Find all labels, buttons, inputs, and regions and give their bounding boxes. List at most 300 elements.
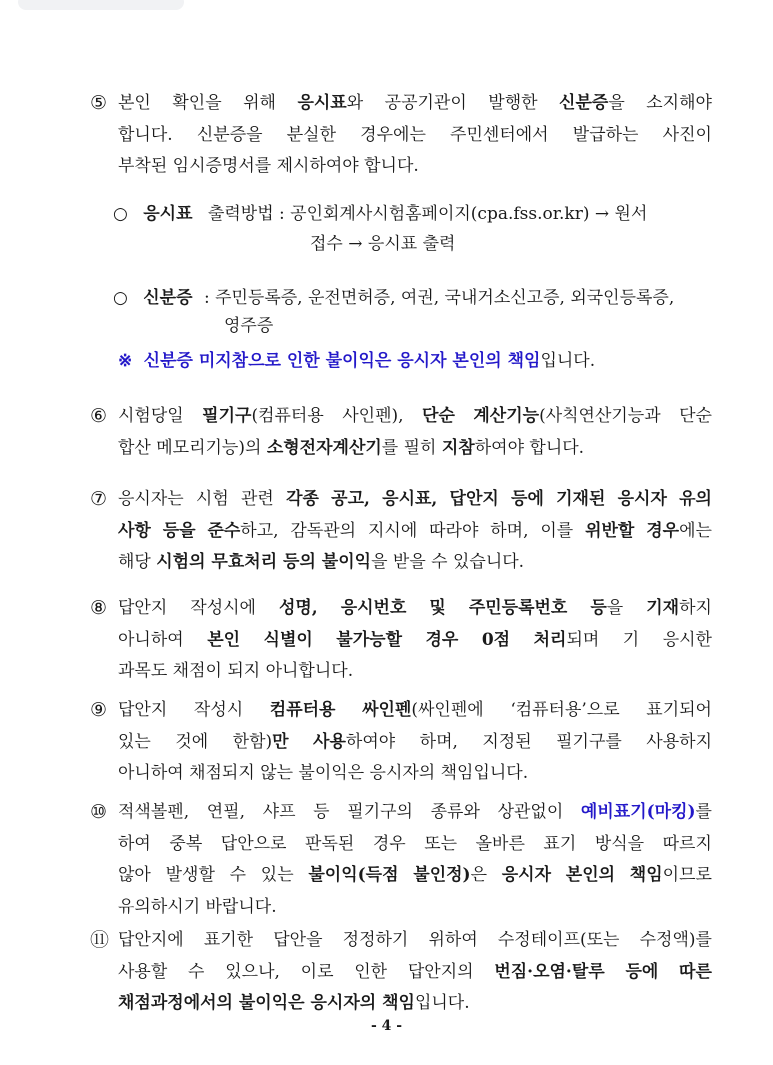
- word: [429, 593, 445, 623]
- word: [543, 829, 576, 859]
- word: [261, 860, 294, 890]
- body-text: 본인: [118, 93, 151, 113]
- word: [360, 120, 426, 150]
- body-text: 관련: [241, 489, 274, 509]
- item-line: [118, 88, 712, 118]
- item-number: ⑥: [90, 405, 108, 427]
- ticket-label: 응시표: [143, 204, 193, 224]
- word: [290, 516, 356, 546]
- body-text: 기: [622, 629, 640, 650]
- emphasis-text: 및: [429, 598, 446, 618]
- word: [450, 120, 549, 150]
- body-text: 되며: [566, 629, 600, 650]
- word: [679, 484, 712, 514]
- body-text: 작성시: [193, 700, 244, 720]
- word: [585, 516, 634, 546]
- item-number: ⑩: [90, 801, 108, 823]
- body-text: 등: [313, 802, 330, 822]
- body-text: 따르지: [662, 833, 712, 854]
- word: [233, 727, 289, 757]
- body-text: 답안으로: [220, 833, 287, 854]
- body-text: 경우: [372, 833, 406, 854]
- word: [510, 695, 619, 725]
- word: [118, 120, 173, 150]
- word: [190, 593, 256, 623]
- note-emphasis: 신분증 미지참으로 인한 불이익은 응시자 본인의 책임: [143, 351, 541, 371]
- item-line: [118, 727, 712, 757]
- word: [385, 88, 467, 118]
- body-text: 경우에는: [360, 124, 426, 145]
- body-text: 하고,: [240, 520, 279, 541]
- word: [556, 484, 605, 514]
- word: [450, 484, 499, 514]
- body-text: (싸인펜에: [411, 700, 484, 720]
- word: [118, 625, 184, 655]
- word: [207, 797, 245, 827]
- word: [118, 484, 184, 514]
- emphasis-text: 본인의: [565, 865, 616, 885]
- id-text: : 주민등록증, 운전면허증, 여권, 국내거소신고증, 외국인등록증,: [203, 288, 675, 308]
- body-text: 해당: [118, 552, 157, 572]
- word: [270, 695, 336, 725]
- body-text: (사칙연산기능과: [539, 406, 661, 426]
- item-number: ⑨: [90, 699, 108, 721]
- word: [362, 695, 484, 725]
- body-text: 정정하기: [342, 930, 409, 950]
- emphasis-text: 응시표,: [382, 489, 438, 509]
- word: [118, 88, 151, 118]
- body-text: 공공기관이: [384, 93, 467, 113]
- word: [482, 625, 510, 655]
- emphasis-text: 위반할: [585, 520, 635, 541]
- word: [663, 120, 712, 150]
- body-text: 사인펜),: [342, 406, 404, 426]
- emphasis-text: 식별이: [263, 629, 313, 650]
- body-text: 부착된 임시증명서를 제시하여야 합니다.: [118, 156, 419, 176]
- word: [342, 401, 403, 431]
- item-line: [118, 625, 712, 655]
- body-text: 하지: [679, 598, 712, 618]
- body-text: 하여야 합니다.: [474, 437, 585, 458]
- item-line: [118, 593, 712, 623]
- body-text: 상관없이: [497, 802, 564, 822]
- emphasis-text: 답안지: [449, 489, 499, 509]
- body-text: 지시에: [367, 520, 418, 541]
- body-text: 올바른: [475, 833, 525, 854]
- body-text: 한함): [232, 731, 273, 752]
- body-text: 입니다.: [414, 993, 470, 1013]
- body-text: 하며,: [490, 520, 529, 541]
- word: [428, 925, 477, 955]
- emphasis-text: 응시자: [501, 865, 552, 885]
- word: [118, 829, 151, 859]
- emphasis-text: 0점: [481, 629, 511, 650]
- body-text: 표기한: [203, 930, 254, 950]
- word: [301, 957, 334, 987]
- body-text: 하여야: [345, 731, 396, 752]
- item-line: [118, 433, 712, 463]
- emphasis-text: 주민등록번호: [468, 598, 568, 618]
- word: [476, 829, 525, 859]
- body-text: 아니하여: [118, 629, 184, 650]
- emphasis-text: 등을: [162, 520, 196, 541]
- word: [559, 88, 625, 118]
- emphasis-text: 경우: [425, 629, 459, 650]
- emphasis-text: 등에: [625, 961, 659, 982]
- word: [581, 797, 712, 827]
- word: [511, 484, 544, 514]
- word: [590, 593, 623, 623]
- word: [221, 829, 287, 859]
- word: [663, 829, 712, 859]
- emphasis-text: 각종: [286, 489, 319, 509]
- body-text: ‘컴퓨터용’으로: [510, 700, 620, 720]
- body-text: 판독된: [305, 833, 355, 854]
- emphasis-text: 유의: [679, 489, 712, 509]
- body-text: 사용할: [118, 961, 168, 982]
- body-text: 또는: [424, 833, 458, 854]
- emphasis-text: 경우: [646, 520, 680, 541]
- emphasis-text: 단순: [422, 406, 455, 426]
- body-text: 표기: [543, 833, 577, 854]
- word: [646, 516, 712, 546]
- word: [413, 860, 487, 890]
- word: [243, 88, 276, 118]
- body-text: 발급하는: [572, 124, 639, 145]
- body-text: 시험당일: [118, 406, 184, 426]
- word: [230, 860, 246, 890]
- word: [118, 593, 167, 623]
- emphasis-text: 책임: [629, 865, 663, 885]
- emphasis-text: 예비표기(마킹): [580, 802, 696, 822]
- body-text: 주민센터에서: [450, 124, 549, 145]
- item-number: ⑧: [90, 597, 108, 619]
- body-text: 사용하지: [646, 731, 712, 752]
- word: [566, 860, 615, 890]
- word: [347, 797, 413, 827]
- body-text: 수정액)를: [639, 930, 712, 950]
- emphasis-text: 따른: [679, 961, 712, 982]
- body-text: 발행한: [488, 93, 538, 113]
- word: [169, 829, 202, 859]
- item-line: [118, 151, 712, 181]
- item-line: [118, 797, 712, 827]
- emphasis-text: 필기구: [202, 406, 252, 426]
- word: [429, 516, 478, 546]
- body-text: 위해: [243, 93, 276, 113]
- word: [118, 727, 151, 757]
- word: [225, 957, 280, 987]
- body-text: 필기구를: [556, 731, 622, 752]
- body-text: 확인을: [172, 93, 222, 113]
- item-line: [118, 758, 712, 788]
- word: [425, 625, 458, 655]
- emphasis-text: 응시자: [617, 489, 667, 509]
- word: [482, 727, 531, 757]
- emphasis-text: 사항: [118, 520, 151, 541]
- word: [540, 516, 573, 546]
- word: [118, 797, 189, 827]
- body-text: 수: [229, 865, 247, 885]
- body-text: 분실한: [286, 124, 336, 145]
- body-text: 답안지: [118, 598, 168, 618]
- word: [264, 625, 313, 655]
- emphasis-text: 신분증: [559, 93, 609, 113]
- word: [118, 401, 184, 431]
- word: [646, 695, 712, 725]
- word: [408, 957, 474, 987]
- emphasis-text: 공고,: [331, 489, 370, 509]
- body-text: 이로: [300, 961, 334, 982]
- emphasis-text: 계산기능: [473, 406, 540, 426]
- word: [343, 925, 409, 955]
- word: [207, 516, 278, 546]
- body-text: 감독관의: [290, 520, 357, 541]
- body-text: 답안지: [118, 700, 168, 720]
- note-mark: ※: [118, 351, 133, 371]
- body-text: 적색볼펜,: [118, 802, 190, 822]
- id-card-info: [113, 283, 674, 313]
- word: [196, 484, 229, 514]
- word: [273, 925, 322, 955]
- word: [646, 727, 712, 757]
- bullet: ○: [113, 204, 128, 224]
- word: [498, 797, 564, 827]
- emphasis-text: 소형전자계산기: [266, 437, 382, 458]
- word: [646, 88, 712, 118]
- word: [305, 829, 354, 859]
- emphasis-text: 사용: [313, 731, 346, 752]
- body-text: 를 필히: [381, 437, 442, 458]
- word: [207, 625, 240, 655]
- item-number: ⑦: [90, 488, 108, 510]
- item-line: [118, 829, 712, 859]
- word: [488, 88, 537, 118]
- body-text: 을 받을 수 있습니다.: [371, 552, 525, 572]
- body-text: 하여: [118, 833, 151, 854]
- body-text: 발생할: [165, 865, 215, 885]
- body-text: 하며,: [419, 731, 458, 752]
- word: [502, 860, 551, 890]
- body-text: 을: [606, 598, 624, 618]
- word: [534, 625, 600, 655]
- word: [382, 484, 437, 514]
- item-line: [118, 860, 712, 890]
- body-text: 합산 메모리기능)의: [118, 437, 267, 458]
- body-text: 시험: [195, 489, 229, 509]
- emphasis-text: 컴퓨터용: [269, 700, 336, 720]
- body-text: 를: [695, 802, 712, 822]
- word: [263, 797, 296, 827]
- word: [494, 957, 604, 987]
- item-line: [118, 484, 712, 514]
- word: [341, 593, 407, 623]
- body-text: 답안지의: [407, 961, 474, 982]
- word: [286, 484, 319, 514]
- word: [166, 860, 215, 890]
- body-text: 수: [188, 961, 205, 982]
- ticket-print-info-cont: 접수 → 응시표 출력: [310, 234, 456, 254]
- body-text: 단순: [679, 406, 712, 426]
- body-text: 지정된: [482, 731, 532, 752]
- id-card-info-cont: 영주증: [224, 316, 274, 336]
- body-text: 있는: [260, 865, 294, 885]
- item-line: [118, 120, 712, 150]
- body-text: 이므로: [662, 865, 712, 885]
- word: [490, 516, 528, 546]
- word: [646, 593, 712, 623]
- word: [172, 88, 221, 118]
- body-text: 아니하여 채점되지 않는 불이익은 응시자의 책임입니다.: [118, 763, 529, 783]
- word: [118, 516, 151, 546]
- body-text: 샤프: [262, 802, 296, 822]
- word: [197, 120, 263, 150]
- item-line: [118, 695, 712, 725]
- word: [498, 925, 620, 955]
- word: [204, 925, 253, 955]
- word: [163, 516, 196, 546]
- body-text: 유의하시기 바랍니다.: [118, 896, 277, 917]
- word: [469, 593, 568, 623]
- emphasis-text: 준수: [207, 520, 241, 541]
- body-text: 중복: [169, 833, 203, 854]
- body-text: 에는: [679, 520, 712, 541]
- word: [663, 625, 712, 655]
- bullet: ○: [113, 288, 128, 308]
- emphasis-text: 만: [272, 731, 289, 752]
- word: [618, 484, 667, 514]
- body-text: 와: [346, 93, 364, 113]
- word: [679, 401, 712, 431]
- word: [422, 401, 455, 431]
- word: [630, 860, 712, 890]
- emphasis-text: 불가능할: [336, 629, 402, 650]
- body-text: 방식을: [594, 833, 645, 854]
- word: [308, 860, 398, 890]
- body-text: 응시한: [662, 629, 712, 650]
- word: [313, 797, 329, 827]
- word: [202, 401, 324, 431]
- item-line: [118, 892, 712, 922]
- item-line: [118, 516, 712, 546]
- note-tail: 입니다.: [540, 351, 596, 371]
- word: [420, 727, 458, 757]
- word: [473, 401, 660, 431]
- word: [431, 797, 480, 827]
- emphasis-text: 불이익(득점: [308, 865, 399, 885]
- emphasis-text: 응시표: [297, 93, 347, 113]
- body-text: 표기되어: [646, 700, 712, 720]
- body-text: 이를: [540, 520, 574, 541]
- word: [287, 120, 336, 150]
- emphasis-text: 시험의 무효처리 등의 불이익: [156, 552, 372, 572]
- body-text: 신분증을: [196, 124, 263, 145]
- item-line: [118, 401, 712, 431]
- body-text: 작성시에: [190, 598, 256, 618]
- body-text: 것에: [175, 731, 209, 752]
- word: [424, 829, 457, 859]
- word: [595, 829, 644, 859]
- top-search-bar: [18, 0, 184, 10]
- word: [336, 625, 402, 655]
- item-line: [118, 656, 712, 686]
- item-line: [118, 925, 712, 955]
- word: [623, 625, 639, 655]
- word: [368, 516, 417, 546]
- emphasis-text: 성명,: [278, 598, 318, 618]
- emphasis-text: 싸인펜: [362, 700, 412, 720]
- body-text: 합니다.: [118, 124, 173, 145]
- body-text: 있으나,: [225, 961, 280, 982]
- item-number: ⑪: [90, 929, 110, 951]
- word: [118, 925, 184, 955]
- body-text: 답안을: [273, 930, 323, 950]
- item-number: ⑤: [90, 92, 108, 114]
- id-label: 신분증: [143, 288, 193, 308]
- emphasis-text: 지참: [441, 437, 475, 458]
- word: [175, 727, 208, 757]
- body-text: 을: [608, 93, 625, 113]
- word: [118, 860, 151, 890]
- body-text: (컴퓨터용: [251, 406, 324, 426]
- body-text: 따라야: [429, 520, 479, 541]
- word: [118, 957, 167, 987]
- body-text: 않아: [118, 865, 151, 885]
- word: [188, 957, 204, 987]
- body-text: 위하여: [428, 930, 478, 950]
- emphasis-text: 채점과정에서의 불이익은 응시자의 책임: [118, 993, 415, 1013]
- emphasis-text: 불인정): [413, 865, 471, 885]
- item-line: [118, 547, 712, 577]
- word: [625, 957, 658, 987]
- word: [556, 727, 622, 757]
- body-text: 인한: [354, 961, 388, 982]
- word: [679, 957, 712, 987]
- body-text: 수정테이프(또는: [497, 930, 620, 950]
- body-text: 소지해야: [646, 93, 712, 113]
- body-text: 답안지에: [118, 930, 184, 950]
- page-number: - 4 -: [370, 1018, 403, 1034]
- body-text: 있는: [118, 731, 151, 752]
- emphasis-text: 기재: [646, 598, 680, 618]
- body-text: 응시자는: [118, 489, 184, 509]
- word: [118, 695, 167, 725]
- emphasis-text: 등: [590, 598, 607, 618]
- word: [297, 88, 363, 118]
- emphasis-text: 번짐·오염·탈루: [494, 961, 605, 982]
- body-text: 과목도 채점이 되지 아니합니다.: [118, 661, 354, 681]
- warning-note: [118, 346, 595, 376]
- item-line: [118, 957, 712, 987]
- word: [573, 120, 639, 150]
- body-text: 은: [470, 865, 488, 885]
- word: [241, 484, 274, 514]
- word: [331, 484, 370, 514]
- body-text: 종류와: [430, 802, 480, 822]
- ticket-text: 출력방법 : 공인회계사시험홈페이지(cpa.fss.or.kr) → 원서: [207, 204, 648, 224]
- word: [194, 695, 243, 725]
- word: [313, 727, 395, 757]
- word: [354, 957, 387, 987]
- word: [373, 829, 406, 859]
- body-text: 연필,: [206, 802, 245, 822]
- emphasis-text: 본인: [207, 629, 241, 650]
- emphasis-text: 처리: [533, 629, 567, 650]
- word: [279, 593, 318, 623]
- emphasis-text: 응시번호: [340, 598, 407, 618]
- item-line: [118, 988, 712, 1018]
- ticket-print-info: [113, 199, 647, 229]
